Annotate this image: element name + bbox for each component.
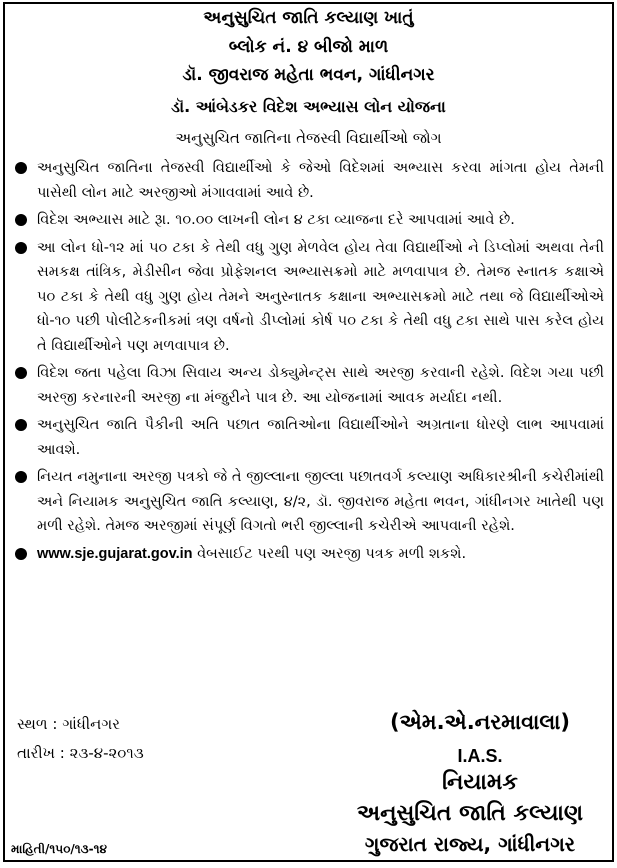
list-item (11, 361, 604, 410)
signatory-name: (એમ.એ.નરમાવાલા) (389, 710, 570, 734)
bullet-icon (15, 548, 27, 560)
list-item (11, 465, 604, 539)
reference-number: માહિતી/૧૫૦/૧૩-૧૪ (11, 842, 107, 856)
website-url: www.sje.gujarat.gov.in (37, 545, 193, 562)
list-item (11, 156, 604, 205)
signatory-title: I.A.S. (457, 746, 503, 766)
place-label: સ્થળ : ગાંધીનગર (17, 715, 121, 733)
bullet-icon (15, 419, 27, 431)
website-note: વેબસાઈટ પરથી પણ અરજી પત્રક મળી શકશે. (192, 545, 467, 562)
list-item (11, 542, 604, 567)
list-item (11, 413, 604, 462)
bullet-text: વિદેશ અભ્યાસ માટે રૂા. ૧૦.૦૦ લાખની લોન ૪ ટકા વ્યાજના દરે આપવામાં આવે છે. (37, 212, 515, 228)
scheme-title: ડૉ. આંબેડકર વિદેશ અભ્યાસ લોન યોજના (171, 97, 446, 116)
bullet-text: અનુસુચિત જાતિના તેજસ્વી વિદ્યાર્થીઓ કે જેઓ વિદેશમાં અભ્યાસ કરવા માંગતા હોય તેમની પાસેથી લોન માટે અરજીઓ મંગાવવામાં આવે છે. (37, 160, 604, 201)
list-item (11, 208, 604, 233)
bullet-text (37, 542, 604, 567)
bullet-icon (15, 162, 27, 174)
list-item (11, 236, 604, 359)
bullet-text: અનુસુચિત જાતિ પૈકીની અતિ પછાત જાતિઓના વિદ્યાર્થીઓને અગ્રતાના ધોરણે લાભ આપવામાં આવશે. (37, 417, 604, 458)
signatory-designation: નિયામક (442, 770, 518, 795)
bullet-icon (15, 367, 27, 379)
block-floor: બ્લોક નં. ૪ બીજો માળ (228, 37, 389, 57)
signatory-department: અનુસુચિત જાતિ કલ્યાણ (356, 801, 584, 826)
advertisement-notice (3, 2, 614, 862)
building-address: ડૉ. જીવરાજ મહેતા ભવન, ગાંધીનગર (182, 65, 435, 85)
bullet-icon (15, 214, 27, 226)
bullet-text: આ લોન ધો-૧૨ માં ૫૦ ટકા કે તેથી વધુ ગુણ મેળવેલ હોય તેવા વિદ્યાર્થીઓ ને ડિપ્લોમાં અથવા તેની સમકક્ષ તાંત્રિક, મેડીસીન જેવા પ્રોફેશનલ અભ્યાસક્રમો માટે મળવાપાત્ર છે. તેમજ સ્નાતક કક્ષાએ ૫૦ ટકા કે તેથી વધુ ગુણ હોય તેમને અનુસ્નાતક કક્ષાના અભ્યાસક્રમો માટે તથા જે વિદ્યાર્થીઓએ ધો-૧૦ પછી પોલીટેકનીકમાં ત્રણ વર્ષનો ડીપ્લોમાં કોર્ષ ૫૦ ટકા કે તેથી વધુ ટકા સાથે પાસ કરેલ હોય તે વિદ્યાર્થીઓને પણ મળવાપાત્ર છે. (37, 239, 604, 354)
bullet-text: વિદેશ જતા પહેલા વિઝા સિવાય અન્ય ડોક્યુમેન્ટ્સ સાથે અરજી કરવાની રહેશે. વિદેશ ગયા પછી અરજી કરનારની અરજી ના મંજુરીને પાત્ર છે. આ યોજનામાં આવક મર્યાદા નથી. (37, 365, 604, 406)
date-label: તારીખ : ૨૩-૪-૨૦૧૩ (17, 744, 144, 762)
bullet-icon (15, 242, 27, 254)
department-title: અનુસુચિત જાતિ કલ્યાણ ખાતું (203, 8, 414, 28)
bullet-list (11, 156, 604, 569)
bullet-icon (15, 471, 27, 483)
bullet-text: નિયત નમુનાના અરજી પત્રકો જે તે જીલ્લાના જીલ્લા પછાતવર્ગ કલ્યાણ અધિકારશ્રીની કચેરીમાંથી અને નિયામક અનુસુચિત જાતિ કલ્યાણ, ૪/૨, ડૉ. જીવરાજ મહેતા ભવન, ગાંધીનગર ખાતેથી પણ મળી રહેશે. તેમજ અરજીમાં સંપૂર્ણ વિગતો ભરી જીલ્લાની કચેરીએ આપવાની રહેશે. (37, 469, 604, 534)
signatory-place: ગુજરાત રાજ્ય, ગાંધીનગર (364, 832, 576, 856)
audience-line: અનુસુચિત જાતિના તેજસ્વી વિદ્યાર્થીઓ જોગ (175, 129, 442, 147)
